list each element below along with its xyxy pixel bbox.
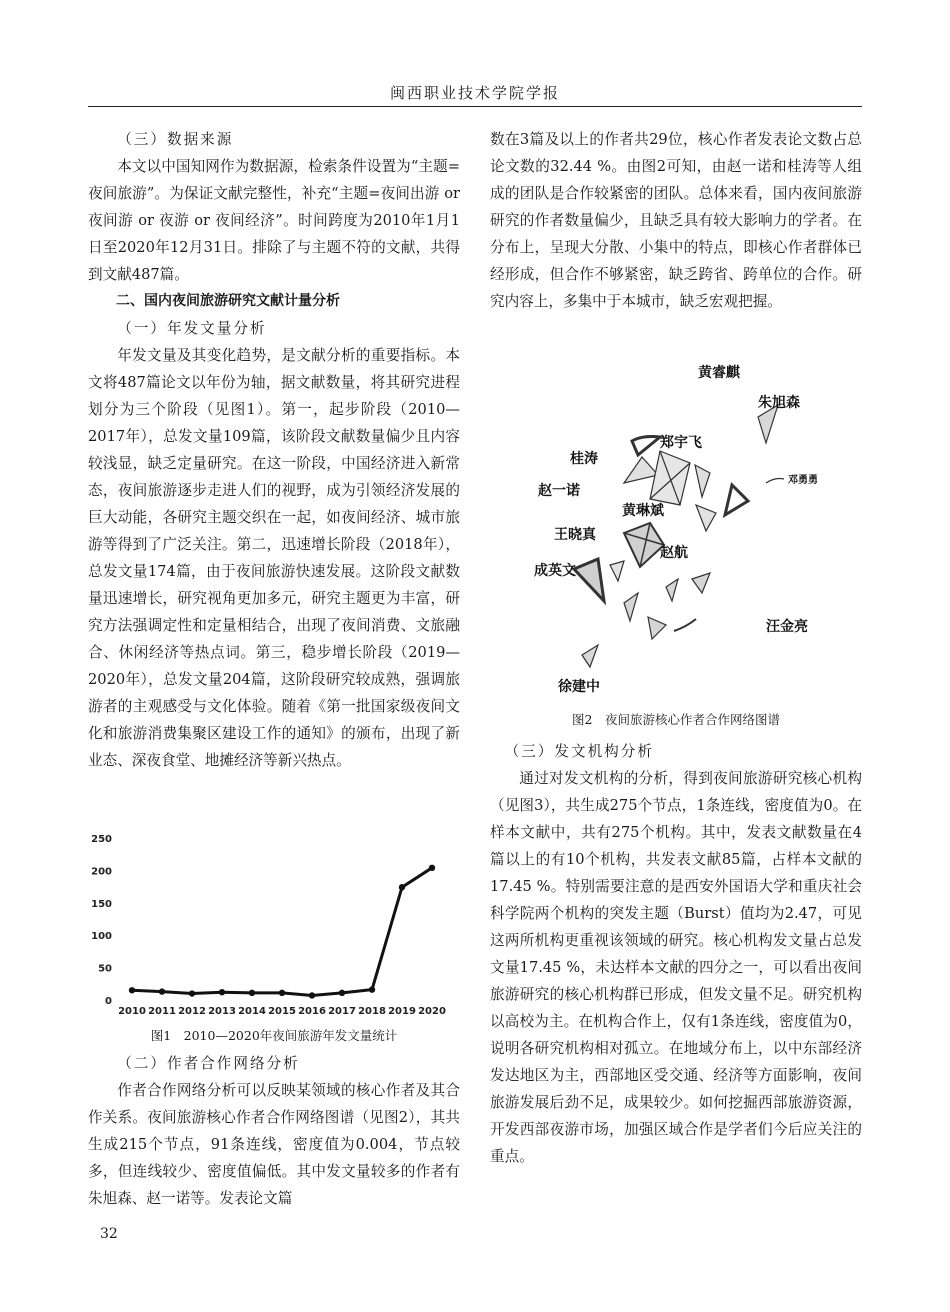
cluster-zhaohang <box>624 523 664 567</box>
journal-header: 闽西职业技术学院学报 <box>389 84 560 102</box>
author-label: 黄琳斌 <box>622 503 664 519</box>
x-tick-label: 2016 <box>298 1006 326 1017</box>
header-rule <box>88 106 862 107</box>
data-point <box>339 990 345 996</box>
author-label: 赵一诺 <box>538 483 580 499</box>
network-edge <box>674 619 696 631</box>
author-label: 王晓真 <box>554 527 596 543</box>
network-node-shape <box>725 485 748 515</box>
x-tick-label: 2012 <box>178 1006 206 1017</box>
left-column <box>88 126 460 774</box>
x-tick-label: 2019 <box>388 1006 416 1017</box>
paragraph-data-source: 本文以中国知网作为数据源，检索条件设置为“主题=夜间旅游”。为保证文献完整性，补充“主题=夜间出游 or 夜间游 or 夜游 or 夜间经济”。时间跨度为2010年1月1日至2020年12月31日。排除了与主题不符的文献，共得到文献487篇。 <box>88 158 460 283</box>
right-column <box>490 126 862 315</box>
y-tick-label: 100 <box>91 931 112 943</box>
network-node-shape <box>692 573 710 593</box>
y-tick-label: 0 <box>105 996 112 1007</box>
network-node-shape <box>610 561 624 581</box>
data-point <box>189 990 195 996</box>
data-point <box>279 990 285 996</box>
page-number: 32 <box>100 1226 118 1242</box>
paragraph-annual-output: 年发文量及其变化趋势，是文献分析的重要指标。本文将487篇论文以年份为轴，据文献数量，将其研究进程划分为三个阶段（见图1）。第一，起步阶段（2010—2017年），总发文量109篇，该阶段文献数量偏少且内容较浅显，缺乏定量研究。在这一阶段，中国经济进入新常态，夜间旅游逐步走进人们的视野，成为引领经济发展的巨大动能，各研究主题交织在一起，如夜间经济、城市旅游等得到了广泛关注。第二，迅速增长阶段（2018年），总发文量174篇，由于夜间旅游快速发展。这阶段文献数量迅速增长，研究视角更加多元，研究主题更为丰富，研究方法强调定性和定量相结合，出现了夜间消费、文旅融合、休闲经济等热点词。第三，稳步增长阶段（2019—2020年），总发文量204篇，这阶段研究较成熟，强调旅游者的主观感受与文化体验。随着《第一批国家级夜间文化和旅游消费集聚区建设工作的通知》的颁布，出现了新业态、深夜食堂、地摊经济等新兴热点。 <box>88 347 460 769</box>
network-node-shape <box>574 559 604 601</box>
x-tick-label: 2015 <box>268 1006 296 1017</box>
y-tick-label: 200 <box>91 866 112 878</box>
heading-annual-output: （一）年发文量分析 <box>117 320 267 337</box>
network-node-shape <box>632 437 660 456</box>
y-tick-label: 50 <box>98 963 112 975</box>
author-label: 郑宇飞 <box>660 435 702 451</box>
data-point <box>219 989 225 995</box>
author-label: 桂涛 <box>570 451 598 467</box>
author-label: 朱旭森 <box>758 395 800 411</box>
x-tick-label: 2020 <box>418 1006 446 1017</box>
heading-coauthor: （二）作者合作网络分析 <box>117 1055 300 1072</box>
figure-1-chart <box>88 828 460 1023</box>
x-tick-label: 2011 <box>148 1006 176 1017</box>
author-label: 徐建中 <box>558 679 600 695</box>
data-point <box>399 884 405 890</box>
data-point <box>429 865 435 871</box>
author-label: 黄睿麒 <box>698 365 740 381</box>
network-node-shape <box>582 645 598 667</box>
coauthor-network-graph <box>520 355 840 705</box>
paragraph-institution: 通过对发文机构的分析，得到夜间旅游研究核心机构（见图3），共生成275个节点，1条连线，密度值为0。在样本文献中，共有275个机构。其中，发表文献数量在4篇以上的有10个机构，共发表文献85篇，占样本文献的17.45 %。特别需要注意的是西安外国语大学和重庆社会科学院两个机构的突发主题（Burst）值均为2.47，可见这两所机构更重视该领域的研究。核心机构发文量占总发文量17.45 %，未达样本文献的四分之一，可以看出夜间旅游研究的核心机构群已形成，但发文量不足。研究机构以高校为主。在机构合作上，仅有1条连线，密度值为0，说明各研究机构相对孤立。在地域分布上，以中东部经济发达地区为主，西部地区受交通、经济等方面影响，夜间旅游发展后劲不足，成果较少。如何挖掘西部旅游资源，开发西部夜游市场，加强区域合作是学者们今后应关注的重点。 <box>490 770 862 1165</box>
author-label: 邓勇勇 <box>788 475 818 486</box>
right-column-lower <box>490 738 862 1170</box>
x-tick-label: 2010 <box>118 1006 146 1017</box>
data-point <box>159 988 165 994</box>
data-point <box>129 987 135 993</box>
figure-1-caption: 图1 2010—2020年夜间旅游年发文量统计 <box>150 1028 398 1043</box>
y-tick-label: 150 <box>91 898 112 910</box>
series-line <box>132 868 432 996</box>
figure-2-network <box>520 355 840 705</box>
x-tick-label: 2013 <box>208 1006 236 1017</box>
x-tick-label: 2018 <box>358 1006 386 1017</box>
data-point <box>309 992 315 998</box>
paragraph-coauthor: 作者合作网络分析可以反映某领域的核心作者及其合作关系。夜间旅游核心作者合作网络图谱（见图2），其共生成215个节点，91条连线，密度值为0.004，节点较多，但连线较少、密度值偏低。其中发文量较多的作者有朱旭森、赵一诺等。发表论文篇 <box>88 1082 460 1207</box>
x-tick-label: 2017 <box>328 1006 356 1017</box>
data-point <box>369 986 375 992</box>
author-label: 汪金亮 <box>766 619 808 635</box>
y-tick-label: 250 <box>91 834 112 845</box>
heading-section-2: 二、国内夜间旅游研究文献计量分析 <box>116 293 340 309</box>
cluster-huanglinbin <box>624 451 716 531</box>
x-tick-label: 2014 <box>238 1006 266 1017</box>
figure-2-caption: 图2 夜间旅游核心作者合作网络图谱 <box>572 712 780 727</box>
network-node-shape <box>666 579 678 601</box>
paragraph-coauthor-continued: 数在3篇及以上的作者共29位，核心作者发表论文数占总论文数的32.44 %。由图2可知，由赵一诺和桂涛等人组成的团队是合作较紧密的团队。总体来看，国内夜间旅游研究的作者数量偏少，且缺乏具有较大影响力的学者。在分布上，呈现大分散、小集中的特点，即核心作者群体已经形成，但合作不够紧密，缺乏跨省、跨单位的合作。研究内容上，多集中于本城市，缺乏宏观把握。 <box>490 131 862 310</box>
data-point <box>249 990 255 996</box>
author-label: 成英文 <box>534 563 576 579</box>
network-node-shape <box>648 617 666 639</box>
left-column-lower <box>88 1050 460 1212</box>
author-label: 赵航 <box>660 545 688 561</box>
annual-output-line-chart <box>88 828 460 1023</box>
network-node-shape <box>624 593 638 621</box>
network-edge <box>766 479 784 484</box>
heading-data-source: （三）数据来源 <box>117 131 234 148</box>
heading-institution: （三）发文机构分析 <box>504 743 654 760</box>
